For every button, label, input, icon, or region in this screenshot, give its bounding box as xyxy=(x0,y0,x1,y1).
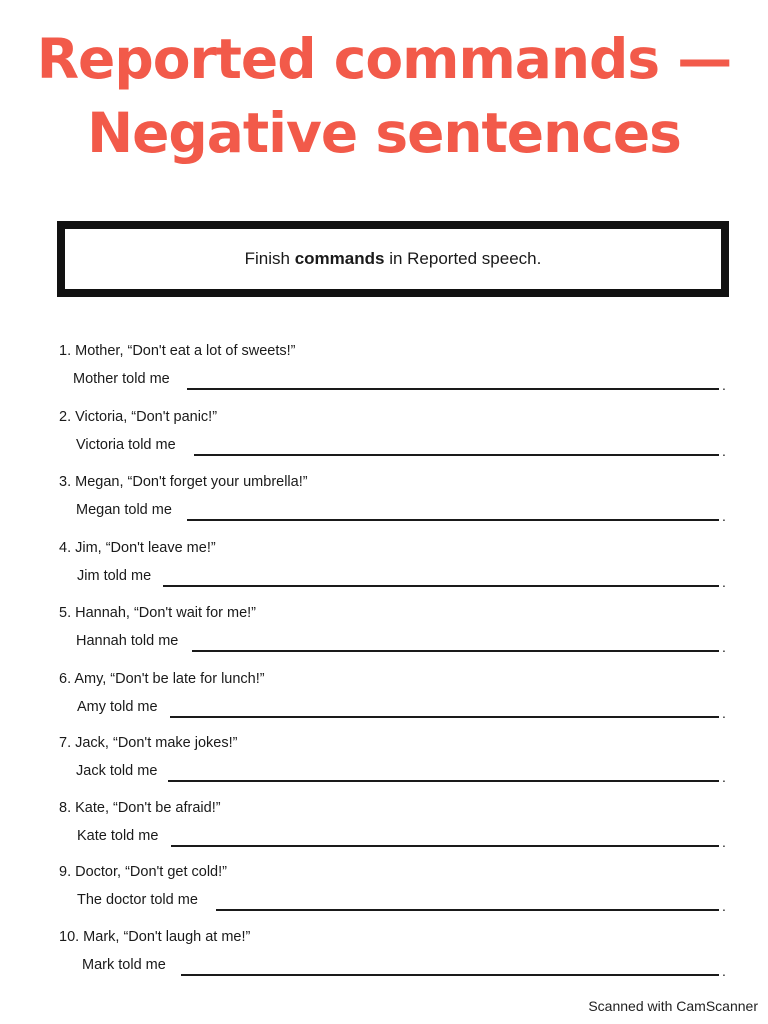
answer-row xyxy=(0,957,768,979)
answer-label: Amy told me xyxy=(77,699,158,715)
answer-period: . xyxy=(722,769,726,785)
answer-label: Hannah told me xyxy=(76,633,179,649)
answer-label: Victoria told me xyxy=(76,437,176,453)
answer-blank-line[interactable] xyxy=(163,585,719,587)
answer-blank-line[interactable] xyxy=(194,454,719,456)
answer-label: The doctor told me xyxy=(77,892,198,908)
answer-period: . xyxy=(722,705,726,721)
answer-row xyxy=(0,568,768,590)
instruction-text: Finish commands in Reported speech. xyxy=(244,249,542,268)
answer-label: Jim told me xyxy=(77,568,152,584)
answer-blank-line[interactable] xyxy=(171,845,719,847)
exercise-prompt: 2. Victoria, “Don't panic!” xyxy=(59,409,218,425)
answer-blank-line[interactable] xyxy=(216,909,719,911)
answer-blank-line[interactable] xyxy=(192,650,719,652)
answer-period: . xyxy=(722,377,726,393)
exercise-prompt: 7. Jack, “Don't make jokes!” xyxy=(59,735,238,751)
answer-blank-line[interactable] xyxy=(168,780,719,782)
answer-row xyxy=(0,502,768,524)
answer-period: . xyxy=(722,963,726,979)
exercise-prompt: 5. Hannah, “Don't wait for me!” xyxy=(59,605,256,621)
answer-row xyxy=(0,371,768,393)
answer-period: . xyxy=(722,834,726,850)
instruction-box xyxy=(57,221,729,297)
exercise-prompt: 1. Mother, “Don't eat a lot of sweets!” xyxy=(59,343,296,359)
answer-row xyxy=(0,892,768,914)
worksheet-title xyxy=(0,22,768,170)
answer-period: . xyxy=(722,898,726,914)
exercise-prompt: 3. Megan, “Don't forget your umbrella!” xyxy=(59,474,308,490)
answer-blank-line[interactable] xyxy=(187,519,719,521)
exercise-prompt: 10. Mark, “Don't laugh at me!” xyxy=(59,929,251,945)
answer-row xyxy=(0,828,768,850)
answer-period: . xyxy=(722,639,726,655)
instruction-bold: commands xyxy=(294,249,385,268)
answer-row xyxy=(0,633,768,655)
answer-blank-line[interactable] xyxy=(170,716,719,718)
title-line-1: Reported commands — xyxy=(36,27,732,91)
answer-label: Mark told me xyxy=(82,957,166,973)
answer-blank-line[interactable] xyxy=(181,974,719,976)
answer-label: Jack told me xyxy=(76,763,158,779)
scanner-watermark: Scanned with CamScanner xyxy=(588,998,758,1014)
exercise-prompt: 8. Kate, “Don't be afraid!” xyxy=(59,800,221,816)
answer-row xyxy=(0,699,768,721)
title-line-2: Negative sentences xyxy=(87,101,681,165)
exercise-prompt: 9. Doctor, “Don't get cold!” xyxy=(59,864,227,880)
answer-period: . xyxy=(722,574,726,590)
answer-row xyxy=(0,763,768,785)
answer-label: Mother told me xyxy=(73,371,170,387)
answer-row xyxy=(0,437,768,459)
answer-label: Kate told me xyxy=(77,828,159,844)
answer-blank-line[interactable] xyxy=(187,388,719,390)
answer-period: . xyxy=(722,508,726,524)
answer-label: Megan told me xyxy=(76,502,172,518)
exercise-prompt: 6. Amy, “Don't be late for lunch!” xyxy=(59,671,265,687)
exercise-prompt: 4. Jim, “Don't leave me!” xyxy=(59,540,216,556)
answer-period: . xyxy=(722,443,726,459)
